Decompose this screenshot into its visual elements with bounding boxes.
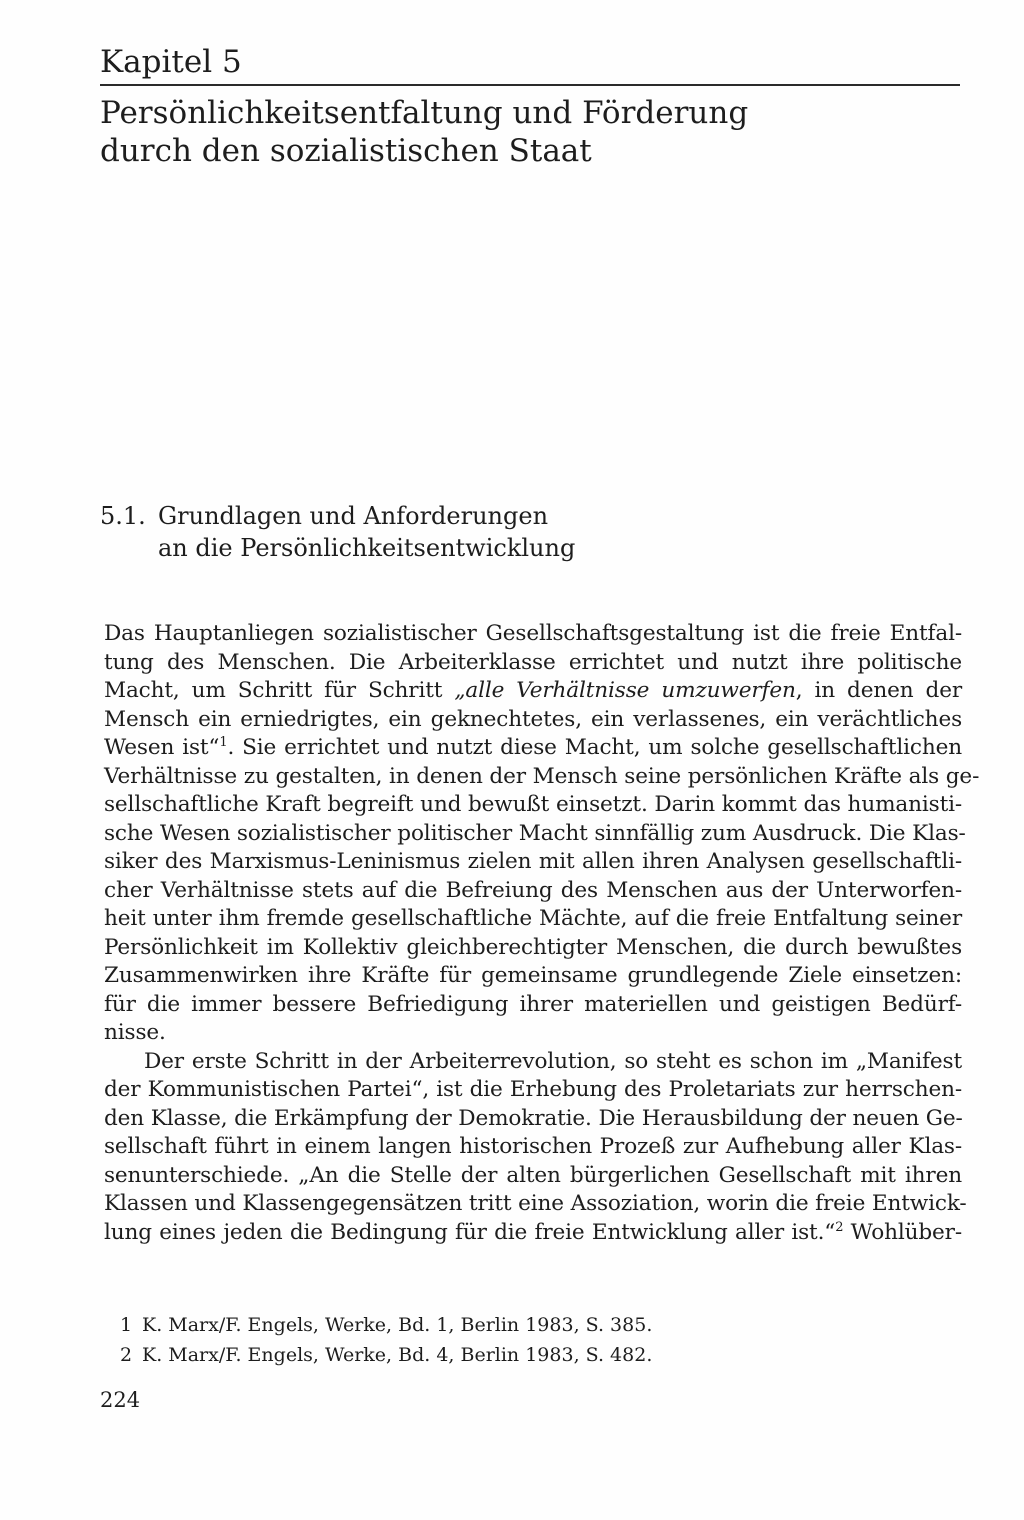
chapter-rule xyxy=(100,84,960,86)
text-run: . Sie errichtet und nutzt diese Macht, um solche gesellschaftlichen xyxy=(227,735,962,760)
text-line: Der erste Schritt in der Arbeiterrevolution, so steht es schon im „Manifest xyxy=(144,1048,962,1074)
text-line: siker des Marxismus-Leninismus zielen mit allen ihren Analysen gesellschaftli- xyxy=(104,849,962,874)
text-line: Mensch ein erniedrigtes, ein geknechtetes, ein verlassenes, ein verächtliches xyxy=(104,706,962,732)
section-heading xyxy=(100,500,575,564)
text-line: Persönlichkeit im Kollektiv gleichberechtigter Menschen, die durch bewußtes xyxy=(104,934,962,960)
text-line xyxy=(104,677,962,706)
text-run: , in denen der xyxy=(795,678,962,703)
text-line: sellschaft führt in einem langen historischen Prozeß zur Aufhebung aller Klas- xyxy=(104,1134,962,1159)
text-line: der Kommunistischen Partei“, ist die Erhebung des Proletariats zur herrschen- xyxy=(104,1077,962,1102)
footnote xyxy=(120,1340,652,1370)
text-line: heit unter ihm fremde gesellschaftliche Mächte, auf die freie Entfaltung seiner xyxy=(104,906,962,931)
text-line: sche Wesen sozialistischer politischer Macht sinnfällig zum Ausdruck. Die Klas- xyxy=(104,820,966,846)
chapter-label: Kapitel 5 xyxy=(100,44,242,80)
text-line xyxy=(104,734,962,763)
body-text xyxy=(104,620,980,1247)
text-line: den Klasse, die Erkämpfung der Demokratie. Die Herausbildung der neuen Ge- xyxy=(104,1105,963,1131)
text-line xyxy=(104,1219,962,1248)
section-title-line: Grundlagen und Anforderungen xyxy=(158,502,549,530)
page-number: 224 xyxy=(100,1388,141,1412)
text-line: Klassen und Klassengegensätzen tritt eine Assoziation, worin die freie Entwick- xyxy=(104,1191,967,1216)
footnote-number: 1 xyxy=(120,1314,133,1336)
text-line: tung des Menschen. Die Arbeiterklasse errichtet und nutzt ihre politische xyxy=(104,649,962,675)
text-line: Verhältnisse zu gestalten, in denen der Mensch seine persönlichen Kräfte als ge- xyxy=(104,763,980,789)
text-run: lung eines jeden die Bedingung für die freie Entwicklung aller ist.“ xyxy=(104,1219,836,1245)
text-run: Macht, um Schritt für Schritt xyxy=(104,678,455,703)
text-line: senunterschiede. „An die Stelle der alten bürgerlichen Gesellschaft mit ihren xyxy=(104,1162,962,1188)
text-run: Wesen ist“ xyxy=(104,735,220,760)
chapter-title xyxy=(100,94,748,170)
footnote-text: K. Marx/F. Engels, Werke, Bd. 4, Berlin 1983, S. 482. xyxy=(142,1344,653,1366)
text-line: Zusammenwirken ihre Kräfte für gemeinsame grundlegende Ziele einsetzen: xyxy=(104,963,962,988)
chapter-title-line: Persönlichkeitsentfaltung und Förderung xyxy=(100,95,749,131)
section-title-line: an die Persönlichkeitsentwicklung xyxy=(158,534,576,562)
footnotes xyxy=(120,1310,652,1370)
footnote xyxy=(120,1310,652,1340)
text-line: nisse. xyxy=(104,1020,166,1045)
quote-emphasis: „alle Verhältnisse umzuwerfen xyxy=(454,678,796,703)
chapter-title-line: durch den sozialistischen Staat xyxy=(100,133,592,169)
text-line: sellschaftliche Kraft begreift und bewußt einsetzt. Darin kommt das humanisti- xyxy=(104,792,962,817)
text-line: Das Hauptanliegen sozialistischer Gesellschaftsgestaltung ist die freie Entfal- xyxy=(104,621,962,646)
text-run: Wohlüber- xyxy=(843,1219,962,1245)
footnote-ref: 2 xyxy=(835,1219,844,1235)
footnote-ref: 1 xyxy=(219,734,228,750)
footnote-text: K. Marx/F. Engels, Werke, Bd. 1, Berlin 1983, S. 385. xyxy=(142,1314,653,1336)
footnote-number: 2 xyxy=(120,1344,133,1366)
text-line: cher Verhältnisse stets auf die Befreiung des Menschen aus der Unterworfen- xyxy=(104,877,962,903)
text-line: für die immer bessere Befriedigung ihrer materiellen und geistigen Bedürf- xyxy=(104,991,962,1017)
section-number: 5.1. xyxy=(100,502,146,530)
